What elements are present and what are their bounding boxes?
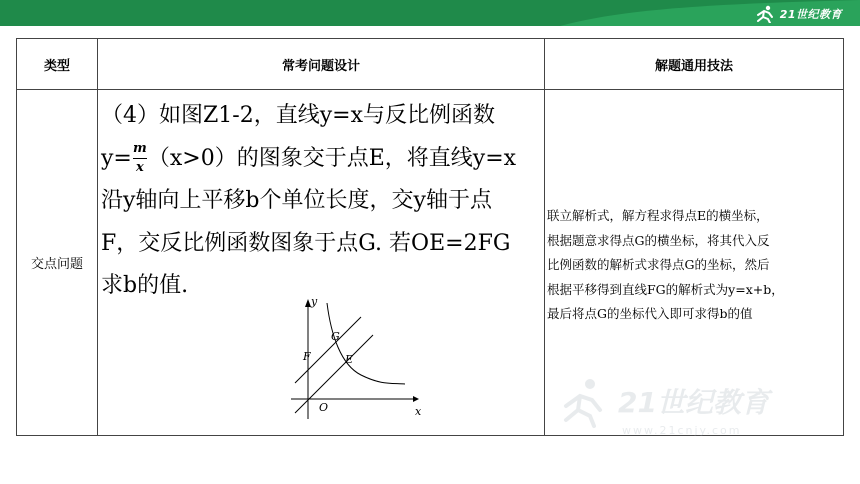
- problem-line-3: 沿y轴向上平移b个单位长度，交y轴于点: [101, 188, 492, 213]
- hyperbola-curve: [327, 303, 405, 384]
- line-y-equals-x: [295, 335, 373, 413]
- header-type: 类型: [43, 58, 70, 74]
- label-x: x: [415, 405, 422, 418]
- label-f: F: [303, 350, 311, 363]
- fraction-numerator: m: [132, 140, 147, 156]
- label-y: y: [311, 295, 318, 308]
- x-axis-arrow: [413, 396, 419, 402]
- problem-line-4: F，交反比例函数图象于点G. 若OE=2FG: [101, 230, 511, 256]
- label-e: E: [345, 353, 354, 366]
- figure-z1-2-graph: [281, 295, 429, 425]
- label-g: G: [331, 330, 340, 343]
- technique-line: 最后将点G的坐标代入即可求得b的值: [547, 306, 753, 321]
- runner-icon: [754, 5, 776, 23]
- watermark-logo: [556, 372, 816, 442]
- watermark-url: www.21cnjy.com: [622, 424, 742, 437]
- watermark-text: 21世纪教育: [618, 386, 769, 419]
- column-divider: [97, 39, 98, 435]
- brand-logo: [754, 4, 842, 24]
- problem-text: [101, 95, 547, 308]
- problem-line-2-suffix: （x>0）的图象交于点E，将直线y=x: [147, 145, 517, 171]
- header-general-technique: 解题通用技法: [654, 58, 733, 74]
- label-origin: O: [319, 401, 329, 414]
- problem-line-5: 求b的值.: [101, 273, 189, 298]
- fraction-denominator: x: [135, 160, 144, 176]
- header-banner: [0, 0, 860, 26]
- fraction-bar: [133, 158, 147, 160]
- technique-line: 根据平移得到直线FG的解析式为y=x+b，: [547, 281, 784, 297]
- banner-wave-decoration: [0, 0, 860, 26]
- problem-line-2: [101, 138, 547, 181]
- logo-text: 21世纪教育: [779, 8, 842, 21]
- technique-text: [547, 204, 843, 327]
- problem-line-2-prefix: y=: [101, 145, 132, 171]
- header-divider: [17, 89, 843, 90]
- fraction-m-over-x: [133, 142, 147, 176]
- header-problem-design: 常考问题设计: [281, 58, 360, 74]
- cell-type: 交点问题: [30, 257, 83, 272]
- runner-icon: [566, 379, 600, 426]
- technique-line: 联立解析式，解方程求得点E的横坐标，: [547, 208, 769, 223]
- technique-line: 根据题意求得点G的横坐标，将其代入反: [547, 232, 770, 248]
- problem-line-1: （4）如图Z1-2，直线y=x与反比例函数: [101, 103, 495, 128]
- technique-line: 比例函数的解析式求得点G的坐标，然后: [547, 257, 770, 272]
